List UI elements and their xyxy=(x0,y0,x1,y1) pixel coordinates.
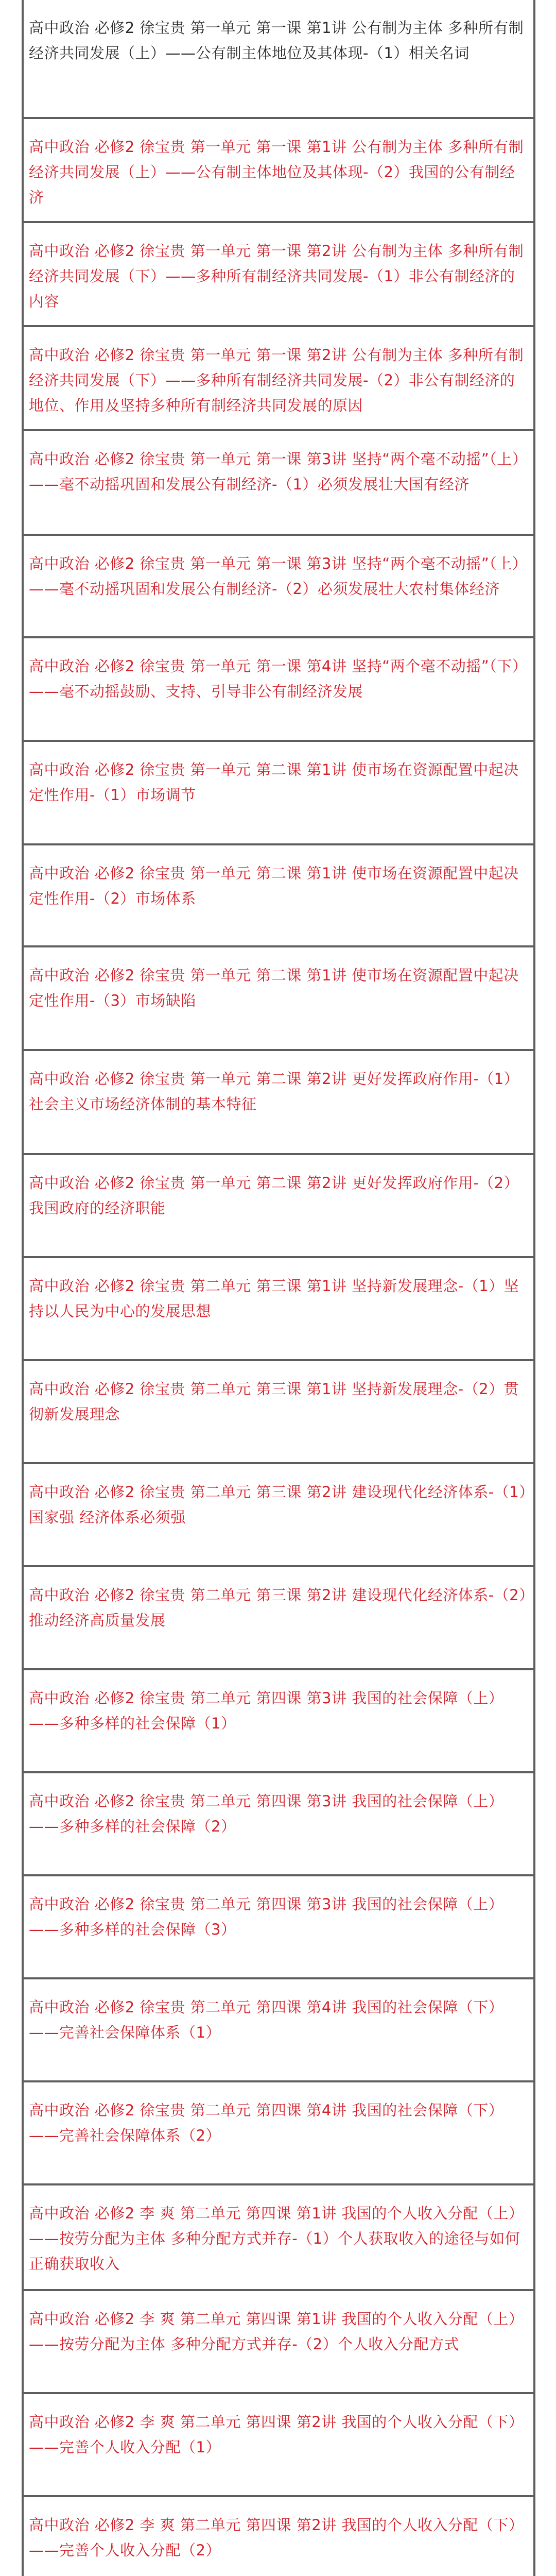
course-row xyxy=(24,947,533,1051)
course-row xyxy=(24,1464,533,1567)
course-title: 高中政治 必修2 李 爽 第二单元 第四课 第1讲 我国的个人收入分配（上）——按劳分配为主体 多种分配方式并存-（1）个人获取收入的途径与如何正确获取收入 xyxy=(29,2205,524,2273)
course-row xyxy=(24,1361,533,1464)
course-row xyxy=(24,1773,533,1876)
course-row xyxy=(24,1051,533,1155)
course-row xyxy=(24,536,533,638)
course-title: 高中政治 必修2 李 爽 第二单元 第四课 第2讲 我国的个人收入分配（下）——完善个人收入分配（2） xyxy=(29,2516,524,2559)
course-row xyxy=(24,1258,533,1361)
course-title: 高中政治 必修2 徐宝贵 第一单元 第二课 第2讲 更好发挥政府作用-（2）我国政府的经济职能 xyxy=(29,1174,519,1217)
course-title: 高中政治 必修2 李 爽 第二单元 第四课 第1讲 我国的个人收入分配（上）——按劳分配为主体 多种分配方式并存-（2）个人收入分配方式 xyxy=(29,2310,524,2353)
course-title: 高中政治 必修2 徐宝贵 第二单元 第三课 第2讲 建设现代化经济体系-（1）国家强 经济体系必须强 xyxy=(29,1483,527,1526)
course-row xyxy=(24,327,533,431)
course-row xyxy=(24,2394,533,2497)
course-title: 高中政治 必修2 徐宝贵 第一单元 第一课 第3讲 坚持“两个毫不动摇”（上）——毫不动摇巩固和发展公有制经济-（2）必须发展壮大农村集体经济 xyxy=(29,555,528,598)
course-title: 高中政治 必修2 徐宝贵 第二单元 第四课 第4讲 我国的社会保障（下）——完善社会保障体系（1） xyxy=(29,1998,504,2041)
course-title: 高中政治 必修2 徐宝贵 第一单元 第一课 第3讲 坚持“两个毫不动摇”（上）——毫不动摇巩固和发展公有制经济-（1）必须发展壮大国有经济 xyxy=(29,450,528,493)
course-title: 高中政治 必修2 徐宝贵 第一单元 第二课 第1讲 使市场在资源配置中起决定性作用-（3）市场缺陷 xyxy=(29,967,519,1009)
course-row xyxy=(24,1155,533,1258)
course-row xyxy=(24,0,533,119)
course-row xyxy=(24,223,533,327)
course-table xyxy=(22,0,535,2576)
course-title: 高中政治 必修2 徐宝贵 第一单元 第一课 第4讲 坚持“两个毫不动摇”（下）——毫不动摇鼓励、支持、引导非公有制经济发展 xyxy=(29,657,528,700)
course-title: 高中政治 必修2 徐宝贵 第一单元 第二课 第1讲 使市场在资源配置中起决定性作用-（2）市场体系 xyxy=(29,865,519,907)
course-title: 高中政治 必修2 徐宝贵 第二单元 第三课 第2讲 建设现代化经济体系-（2）推动经济高质量发展 xyxy=(29,1586,527,1629)
course-title: 高中政治 必修2 徐宝贵 第二单元 第三课 第1讲 坚持新发展理念-（2）贯彻新发展理念 xyxy=(29,1380,519,1423)
course-row xyxy=(24,119,533,223)
course-title: 高中政治 必修2 徐宝贵 第一单元 第一课 第2讲 公有制为主体 多种所有制经济共同发展（下）——多种所有制经济共同发展-（2）非公有制经济的地位、作用及坚持多种所有制经济共同发展的原因 xyxy=(29,346,524,414)
course-row xyxy=(24,2082,533,2185)
course-title: 高中政治 必修2 徐宝贵 第一单元 第一课 第1讲 公有制为主体 多种所有制经济共同发展（上）——公有制主体地位及其体现-（2）我国的公有制经济 xyxy=(29,138,524,206)
course-row xyxy=(24,1670,533,1773)
course-row xyxy=(24,2497,533,2576)
course-title: 高中政治 必修2 徐宝贵 第二单元 第四课 第3讲 我国的社会保障（上）——多种多样的社会保障（2） xyxy=(29,1792,504,1835)
course-row xyxy=(24,1567,533,1670)
course-row xyxy=(24,2185,533,2291)
course-title: 高中政治 必修2 徐宝贵 第二单元 第三课 第1讲 坚持新发展理念-（1）坚持以人民为中心的发展思想 xyxy=(29,1277,519,1320)
course-title: 高中政治 必修2 徐宝贵 第一单元 第二课 第1讲 使市场在资源配置中起决定性作用-（1）市场调节 xyxy=(29,761,519,804)
course-title: 高中政治 必修2 徐宝贵 第一单元 第二课 第2讲 更好发挥政府作用-（1）社会主义市场经济体制的基本特征 xyxy=(29,1070,519,1113)
course-row xyxy=(24,1876,533,1979)
course-row xyxy=(24,431,533,536)
course-row xyxy=(24,1979,533,2082)
course-row xyxy=(24,845,533,947)
course-title: 高中政治 必修2 徐宝贵 第二单元 第四课 第3讲 我国的社会保障（上）——多种多样的社会保障（1） xyxy=(29,1689,504,1732)
course-row xyxy=(24,638,533,742)
course-row xyxy=(24,742,533,845)
course-title: 高中政治 必修2 徐宝贵 第二单元 第四课 第4讲 我国的社会保障（下）——完善社会保障体系（2） xyxy=(29,2102,504,2144)
course-row xyxy=(24,2291,533,2394)
course-title: 高中政治 必修2 李 爽 第二单元 第四课 第2讲 我国的个人收入分配（下）——完善个人收入分配（1） xyxy=(29,2413,524,2456)
course-title: 高中政治 必修2 徐宝贵 第一单元 第一课 第2讲 公有制为主体 多种所有制经济共同发展（下）——多种所有制经济共同发展-（1）非公有制经济的内容 xyxy=(29,242,524,310)
course-title: 高中政治 必修2 徐宝贵 第二单元 第四课 第3讲 我国的社会保障（上）——多种多样的社会保障（3） xyxy=(29,1895,504,1938)
course-list xyxy=(24,0,533,2576)
course-title: 高中政治 必修2 徐宝贵 第一单元 第一课 第1讲 公有制为主体 多种所有制经济共同发展（上）——公有制主体地位及其体现-（1）相关名词 xyxy=(29,19,524,62)
